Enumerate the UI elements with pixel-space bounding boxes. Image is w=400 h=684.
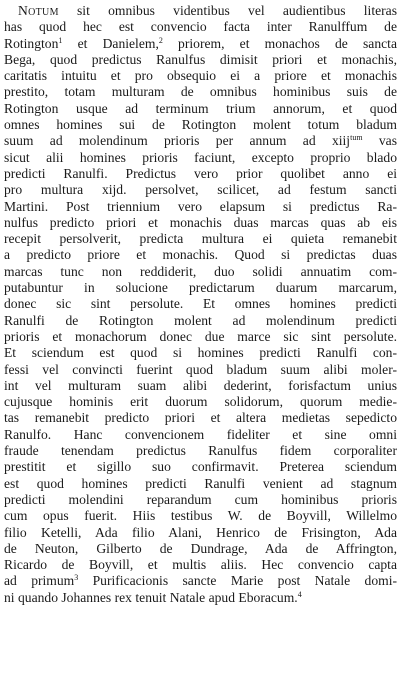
text-line: [4, 150, 397, 166]
line-text: prioris et monachorum donec due marce sic sint persolute.: [4, 328, 397, 344]
text-line: [4, 427, 397, 443]
line-text: fessi vel convincti fuerint quod bladum suum alibi moler-: [4, 361, 397, 377]
charter-text: [4, 3, 397, 606]
text-line: [4, 508, 397, 524]
text-line: [4, 117, 397, 133]
opening-word: Notum: [18, 3, 59, 18]
text-line: [4, 394, 397, 410]
line-text: vas: [362, 133, 397, 149]
text-line: [4, 525, 397, 541]
text-line: [4, 296, 397, 312]
line-text: tas remanebit predicto priori et altera medietas sepedicto: [4, 410, 397, 426]
line-text: has quod hec est convencio facta inter Ranulffum de: [4, 19, 397, 35]
line-text: de Neuton, Gilberto de Dundrage, Ada de Affrington,: [4, 540, 397, 556]
text-line: [4, 313, 397, 329]
text-line: [4, 215, 397, 231]
line-text: prestito, totam multuram de omnibus hominibus suis de: [4, 84, 397, 100]
footnote-marker: 4: [297, 589, 302, 599]
text-line: [4, 410, 397, 426]
line-text: Ricardo de Boyvill, et multis aliis. Hec convencio capta: [4, 557, 397, 573]
text-line: [4, 231, 397, 247]
line-text: putabuntur in solucione predictarum duarum marcarum,: [4, 280, 397, 296]
line-text: Martini. Post triennium vero elapsum si predictus Ra-: [4, 198, 397, 214]
line-text: pro multura xijd. persolvet, scilicet, ad festum sancti: [4, 182, 397, 198]
line-text: prestitit et sigillo suo confirmavit. Preterea sciendum: [4, 459, 397, 475]
line-text: cujusque hominis erit duorum solidorum, quorum medie-: [4, 394, 397, 410]
text-line: [4, 590, 397, 606]
text-line: [4, 329, 397, 345]
text-line: [4, 362, 397, 378]
text-line: [4, 36, 397, 52]
text-line: [4, 101, 397, 117]
line-text: omnes homines sui de Rotington molent totum bladum: [4, 117, 397, 133]
line-text: nulfus predicto priori et monachis duas marcas quas ab eis: [4, 214, 397, 230]
line-text: priorem, et monachos de sancta: [162, 35, 397, 51]
line-text: est quod homines predicti Ranulfi venient ad stagnum: [4, 475, 397, 491]
line-text: sit omnibus videntibus vel audientibus literas: [58, 3, 397, 18]
line-text: predicti molendini reparandum cum hominibus prioris: [4, 491, 397, 507]
text-line: [4, 52, 397, 68]
line-text: int vel multuram suam alibi dederint, forisfactum unius: [4, 377, 397, 393]
text-line: [4, 68, 397, 84]
text-line: [4, 573, 397, 589]
footnote-marker: 2: [158, 35, 163, 45]
line-text: et Danielem,: [62, 35, 159, 51]
line-text: donec sic sint persolute. Et omnes homines predicti: [4, 296, 397, 312]
text-line: [4, 459, 397, 475]
line-text: fraude tenendam predictus Ranulfus fidem corporaliter: [4, 443, 397, 459]
text-line: [4, 3, 397, 19]
text-line: [4, 166, 397, 182]
line-text: suum ad molendinum prioris per annum ad xiij: [4, 133, 351, 149]
line-text: Bega, quod predictus Ranulfus dimisit priori et monachis,: [4, 51, 397, 67]
text-line: [4, 84, 397, 100]
footnote-marker: 3: [74, 573, 79, 583]
line-text: predicti Ranulfi. Predictus vero prior quolibet anno ei: [4, 165, 397, 181]
text-line: [4, 133, 397, 149]
text-line: [4, 19, 397, 35]
footnote-marker: 1: [58, 35, 63, 45]
text-line: [4, 247, 397, 263]
line-text: sicut alii homines prioris faciunt, excepto proprio blado: [4, 149, 397, 165]
text-line: [4, 443, 397, 459]
text-line: [4, 557, 397, 573]
line-text: recepit persolverit, predicta multura ei quieta remanebit: [4, 231, 397, 247]
line-text: ad primum: [4, 573, 75, 589]
line-text: a predicto priore et monachis. Quod si predictas duas: [4, 247, 397, 263]
text-line: [4, 476, 397, 492]
line-text: cum opus fuerit. Hiis testibus W. de Boyvill, Willelmo: [4, 508, 397, 524]
line-text: Rotington: [4, 35, 59, 51]
text-line: [4, 345, 397, 361]
line-text: filio Ketelli, Ada filio Alani, Henrico de Frisington, Ada: [4, 524, 397, 540]
line-text: caritatis intuitu et pro obsequio ei a priore et monachis: [4, 68, 397, 84]
text-line: [4, 378, 397, 394]
text-line: [4, 280, 397, 296]
line-text: Et sciendum est quod si homines predicti Ranulfi con-: [4, 345, 397, 361]
text-line: [4, 199, 397, 215]
text-line: [4, 492, 397, 508]
text-line: [4, 541, 397, 557]
line-text: marcas tunc non reddiderit, duo solidi annuatim com-: [4, 263, 397, 279]
line-text: Ranulfi de Rotington molent ad molendinum predicti: [4, 312, 397, 328]
footnote-marker: tum: [350, 133, 363, 143]
line-text: Purificacionis sancte Marie post Natale domi-: [78, 573, 397, 589]
line-text: ni quando Johannes rex tenuit Natale apud Eboracum.: [4, 589, 298, 605]
line-text: Ranulfo. Hanc convencionem fideliter et sine omni: [4, 426, 397, 442]
text-line: [4, 182, 397, 198]
text-line: [4, 264, 397, 280]
line-text: Rotington usque ad terminum trium annorum, et quod: [4, 100, 397, 116]
